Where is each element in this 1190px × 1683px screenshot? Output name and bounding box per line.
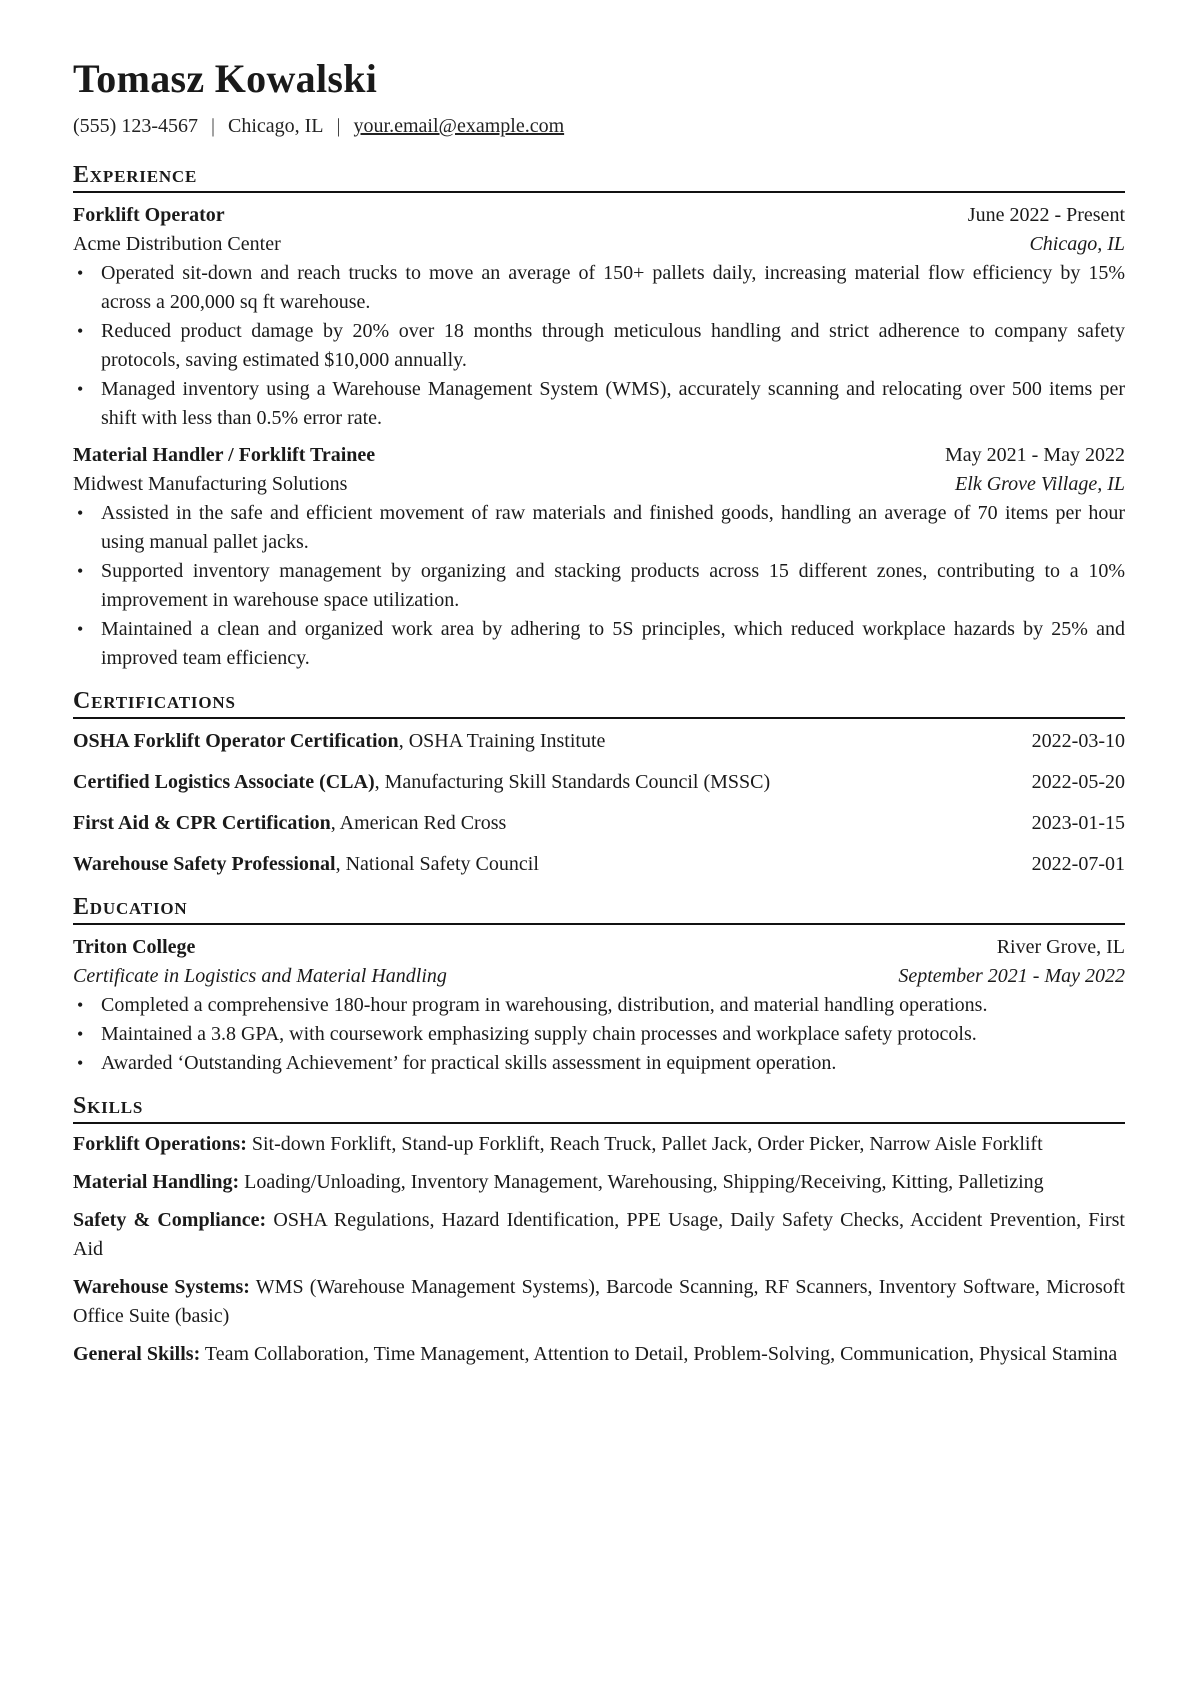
cert-date: 2022-07-01 <box>1031 853 1125 875</box>
cert-name: Certified Logistics Associate (CLA) <box>73 771 375 793</box>
skill-label: Material Handling: <box>73 1171 240 1193</box>
cert-item <box>73 850 1125 879</box>
section-title-certifications: Certifications <box>73 687 1125 719</box>
job-bullets <box>73 499 1125 673</box>
job-company: Acme Distribution Center <box>73 233 281 255</box>
skill-label: General Skills: <box>73 1343 201 1365</box>
contact-line <box>73 113 1125 139</box>
job-role: Forklift Operator <box>73 204 225 226</box>
job-location: Chicago, IL <box>1029 233 1125 255</box>
cert-date: 2023-01-15 <box>1031 812 1125 834</box>
location: Chicago, IL <box>228 115 324 137</box>
cert-item <box>73 809 1125 838</box>
education-entry <box>73 933 1125 1078</box>
email-link[interactable]: your.email@example.com <box>353 115 565 137</box>
job-location: Elk Grove Village, IL <box>955 473 1125 495</box>
skill-value: Sit-down Forklift, Stand-up Forklift, Reach Truck, Pallet Jack, Order Picker, Narrow Aisle Forklift <box>246 1133 1043 1155</box>
bullet: • Operated sit-down and reach trucks to move an average of 150+ pallets daily, increasing material flow efficiency by 15% across a 200,000 sq ft warehouse. <box>101 259 1125 317</box>
bullet: • Supported inventory management by organizing and stacking products across 15 different zones, contributing to a 10% improvement in warehouse space utilization. <box>101 557 1125 615</box>
skill-item <box>73 1168 1125 1197</box>
separator: | <box>336 115 341 137</box>
candidate-name: Tomasz Kowalski <box>73 56 378 101</box>
certifications-section <box>73 687 1125 879</box>
skill-label: Safety & Compliance: <box>73 1209 267 1231</box>
skill-item <box>73 1130 1125 1159</box>
cert-item <box>73 768 1125 797</box>
job-bullets <box>73 259 1125 433</box>
resume-page <box>73 55 1125 1369</box>
bullet: • Assisted in the safe and efficient movement of raw materials and finished goods, handling an average of 70 items per hour using manual pallet jacks. <box>101 499 1125 557</box>
section-title-skills: Skills <box>73 1092 1125 1124</box>
job-company: Midwest Manufacturing Solutions <box>73 473 348 495</box>
skills-section <box>73 1092 1125 1369</box>
education-section <box>73 893 1125 1078</box>
education-bullets <box>73 991 1125 1078</box>
skill-label: Warehouse Systems: <box>73 1276 250 1298</box>
cert-name: First Aid & CPR Certification <box>73 812 331 834</box>
skill-value: Team Collaboration, Time Management, Attention to Detail, Problem-Solving, Communication, Physical Stamina <box>200 1343 1118 1365</box>
bullet: • Awarded ‘Outstanding Achievement’ for practical skills assessment in equipment operation. <box>101 1049 1125 1078</box>
cert-name: OSHA Forklift Operator Certification <box>73 730 399 752</box>
skill-item <box>73 1206 1125 1264</box>
job-entry <box>73 441 1125 673</box>
job-role: Material Handler / Forklift Trainee <box>73 444 376 466</box>
bullet: • Completed a comprehensive 180-hour program in warehousing, distribution, and material handling operations. <box>101 991 1125 1020</box>
separator: | <box>210 115 215 137</box>
cert-issuer: , Manufacturing Skill Standards Council (MSSC) <box>374 771 771 793</box>
cert-issuer: , National Safety Council <box>335 853 539 875</box>
phone: (555) 123-4567 <box>73 115 198 137</box>
school-location: River Grove, IL <box>996 936 1125 958</box>
section-title-experience: Experience <box>73 161 1125 193</box>
cert-issuer: , OSHA Training Institute <box>398 730 606 752</box>
program-dates: September 2021 - May 2022 <box>898 965 1125 987</box>
cert-date: 2022-03-10 <box>1031 730 1125 752</box>
bullet: • Maintained a clean and organized work area by adhering to 5S principles, which reduced workplace hazards by 25% and improved team efficiency. <box>101 615 1125 673</box>
skill-value: WMS (Warehouse Management Systems), Barcode Scanning, RF Scanners, Inventory Software, Microsoft Office Suite (basic) <box>73 1276 1125 1327</box>
bullet: • Maintained a 3.8 GPA, with coursework emphasizing supply chain processes and workplace safety protocols. <box>101 1020 1125 1049</box>
cert-list <box>73 727 1125 879</box>
bullet: • Managed inventory using a Warehouse Management System (WMS), accurately scanning and relocating over 500 items per shift with less than 0.5% error rate. <box>101 375 1125 433</box>
cert-date: 2022-05-20 <box>1031 771 1125 793</box>
skill-item <box>73 1273 1125 1331</box>
skill-value: Loading/Unloading, Inventory Management, Warehousing, Shipping/Receiving, Kitting, Palletizing <box>239 1171 1044 1193</box>
program-name: Certificate in Logistics and Material Handling <box>73 965 447 987</box>
bullet: • Reduced product damage by 20% over 18 months through meticulous handling and strict adherence to company safety protocols, saving estimated $10,000 annually. <box>101 317 1125 375</box>
cert-issuer: , American Red Cross <box>330 812 507 834</box>
skill-label: Forklift Operations: <box>73 1133 247 1155</box>
cert-name: Warehouse Safety Professional <box>73 853 336 875</box>
job-dates: June 2022 - Present <box>967 204 1125 226</box>
job-entry <box>73 201 1125 433</box>
section-title-education: Education <box>73 893 1125 925</box>
job-dates: May 2021 - May 2022 <box>945 444 1125 466</box>
skill-value: OSHA Regulations, Hazard Identification, PPE Usage, Daily Safety Checks, Accident Prevention, First Aid <box>73 1209 1125 1260</box>
experience-section <box>73 161 1125 673</box>
skill-item <box>73 1340 1125 1369</box>
cert-item <box>73 727 1125 756</box>
school-name: Triton College <box>73 936 196 958</box>
